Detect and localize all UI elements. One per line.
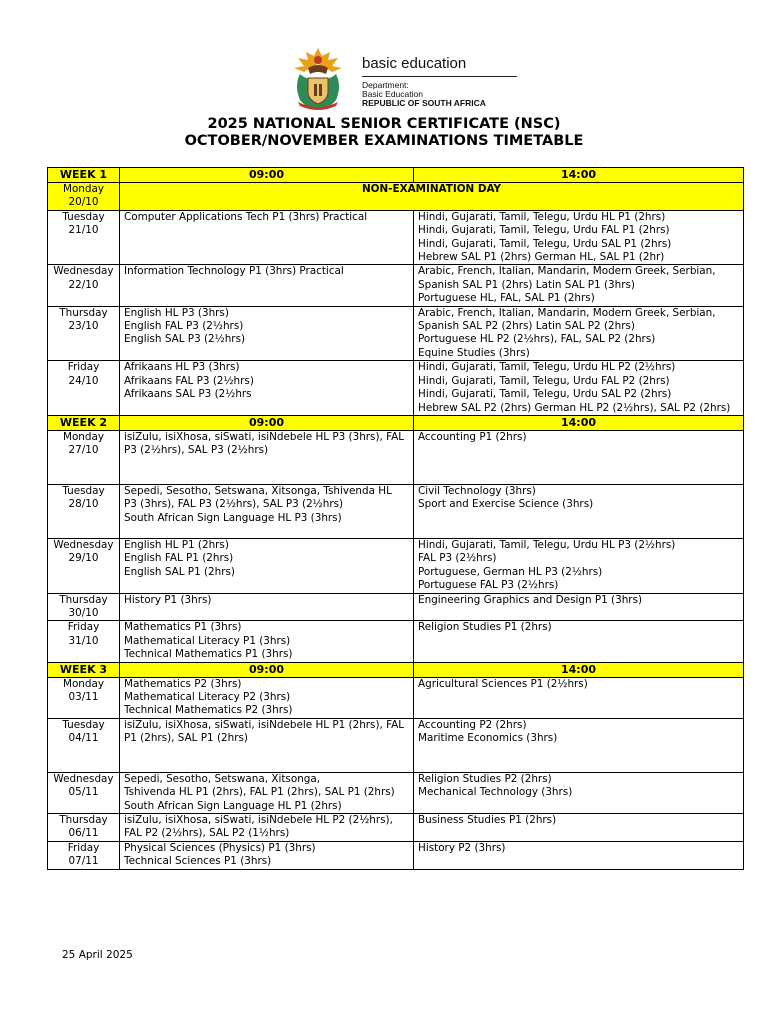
morning-exams [120, 677, 414, 718]
exam-line: Religion Studies P2 (2hrs) [418, 772, 552, 785]
exam-line: Technical Sciences P1 (3hrs) [124, 855, 272, 868]
exam-line: P3 (3hrs), FAL P3 (2½hrs), SAL P3 (2½hrs) [124, 498, 344, 511]
morning-exams [120, 361, 414, 416]
day-line: 22/10 [68, 278, 99, 291]
afternoon-exams [414, 718, 744, 772]
exam-line: Mathematics P1 (3hrs) [124, 621, 242, 634]
day-line: 07/11 [68, 855, 99, 868]
day-line: Friday [67, 841, 100, 854]
morning-exams [120, 306, 414, 361]
exam-line: Civil Technology (3hrs) [418, 484, 536, 497]
exam-line: Hindi, Gujarati, Tamil, Telegu, Urdu HL P1 (2hrs) [418, 210, 666, 223]
page-title: 2025 NATIONAL SENIOR CERTIFICATE (NSC) [207, 116, 561, 132]
day-cell [48, 593, 120, 621]
exam-line: Hebrew SAL P1 (2hrs) German HL, SAL P1 (2hr) [418, 251, 665, 264]
day-cell [48, 621, 120, 662]
exam-line: Mechanical Technology (3hrs) [418, 786, 573, 799]
afternoon-exams [414, 265, 744, 306]
day-cell [48, 538, 120, 593]
week-label: WEEK 3 [48, 662, 120, 677]
afternoon-exams [414, 361, 744, 416]
exam-line: Afrikaans FAL P3 (2½hrs) [124, 374, 254, 387]
day-line: Thursday [59, 814, 108, 826]
week-label: WEEK 1 [48, 168, 120, 183]
day-cell [48, 814, 120, 842]
table-row [48, 677, 744, 718]
afternoon-exams [414, 841, 744, 869]
session-am-header: 09:00 [120, 662, 414, 677]
afternoon-exams [414, 210, 744, 265]
exam-line: P1 (2hrs), SAL P1 (2hrs) [124, 732, 248, 745]
exam-line: Equine Studies (3hrs) [418, 346, 530, 359]
exam-line: isiZulu, isiXhosa, siSwati, isiNdebele HL P2 (2½hrs), [124, 814, 393, 826]
exam-line: Business Studies P1 (2hrs) [418, 814, 557, 826]
morning-exams [120, 814, 414, 842]
exam-line: Technical Mathematics P1 (3hrs) [124, 648, 293, 661]
exam-line: South African Sign Language HL P3 (3hrs) [124, 511, 342, 524]
day-line: 05/11 [68, 786, 99, 799]
exam-line: Mathematical Literacy P1 (3hrs) [124, 634, 291, 647]
exam-line: Mathematical Literacy P2 (3hrs) [124, 690, 291, 703]
logo-republic: REPUBLIC OF SOUTH AFRICA [362, 98, 486, 108]
day-cell [48, 183, 120, 211]
exam-line: South African Sign Language HL P1 (2hrs) [124, 799, 342, 812]
exam-line: Hindi, Gujarati, Tamil, Telegu, Urdu HL P3 (2½hrs) [418, 538, 676, 551]
morning-exams [120, 538, 414, 593]
day-line: 23/10 [68, 320, 99, 333]
week-header-row [48, 168, 744, 183]
table-row [48, 484, 744, 538]
week-label: WEEK 2 [48, 415, 120, 430]
day-line: Monday [62, 677, 105, 690]
exam-line: Arabic, French, Italian, Mandarin, Modern Greek, Serbian, [418, 265, 716, 278]
table-row [48, 538, 744, 593]
afternoon-exams [414, 772, 744, 813]
table-row [48, 265, 744, 306]
exam-line: Hindi, Gujarati, Tamil, Telegu, Urdu FAL P1 (2hrs) [418, 224, 670, 237]
exam-line: Hindi, Gujarati, Tamil, Telegu, Urdu FAL P2 (2hrs) [418, 374, 670, 387]
exam-line: Afrikaans SAL P3 (2½hrs [124, 388, 252, 401]
exam-line: isiZulu, isiXhosa, siSwati, isiNdebele HL P3 (3hrs), FAL [124, 430, 405, 443]
exam-line: Information Technology P1 (3hrs) Practical [124, 265, 344, 278]
day-line: 31/10 [68, 634, 99, 647]
exam-line: Spanish SAL P2 (2hrs) Latin SAL P2 (2hrs) [418, 320, 635, 333]
day-line: Thursday [59, 593, 108, 606]
morning-exams [120, 772, 414, 813]
exam-line: Mathematics P2 (3hrs) [124, 677, 242, 690]
day-line: Tuesday [62, 484, 105, 497]
day-line: 21/10 [68, 224, 99, 237]
exam-line: Religion Studies P1 (2hrs) [418, 621, 552, 634]
exam-line: Afrikaans HL P3 (3hrs) [124, 361, 240, 374]
afternoon-exams [414, 306, 744, 361]
exam-line: English FAL P3 (2½hrs) [124, 320, 244, 333]
exam-line: Portuguese HL, FAL, SAL P1 (2hrs) [418, 292, 595, 305]
footer-date: 25 April 2025 [62, 949, 133, 961]
day-line: 20/10 [68, 196, 99, 209]
session-am-header: 09:00 [120, 415, 414, 430]
coat-of-arms-icon [286, 46, 350, 112]
table-row [48, 183, 744, 211]
day-cell [48, 361, 120, 416]
session-am-header: 09:00 [120, 168, 414, 183]
day-line: Wednesday [53, 772, 114, 785]
exam-line: Accounting P2 (2hrs) [418, 718, 527, 731]
logo-title: basic education [362, 55, 467, 72]
exam-line: Portuguese HL P2 (2½hrs), FAL, SAL P2 (2hrs) [418, 333, 656, 346]
table-row [48, 306, 744, 361]
table-row [48, 772, 744, 813]
day-line: Monday [62, 183, 105, 195]
morning-exams [120, 484, 414, 538]
afternoon-exams [414, 814, 744, 842]
day-line: Tuesday [62, 210, 105, 223]
day-cell [48, 772, 120, 813]
exam-line: Portuguese, German HL P3 (2½hrs) [418, 565, 603, 578]
morning-exams [120, 593, 414, 621]
session-pm-header: 14:00 [414, 168, 744, 183]
exam-line: Sepedi, Sesotho, Setswana, Xitsonga, Tshivenda HL [124, 484, 392, 497]
exam-line: Physical Sciences (Physics) P1 (3hrs) [124, 841, 316, 854]
exam-line: Computer Applications Tech P1 (3hrs) Practical [124, 210, 368, 223]
morning-exams [120, 718, 414, 772]
exam-line: Hindi, Gujarati, Tamil, Telegu, Urdu SAL P1 (2hrs) [418, 237, 672, 250]
morning-exams [120, 841, 414, 869]
exam-line: Sport and Exercise Science (3hrs) [418, 498, 594, 511]
table-row [48, 430, 744, 484]
day-line: Tuesday [62, 718, 105, 731]
afternoon-exams [414, 538, 744, 593]
afternoon-exams [414, 621, 744, 662]
day-cell [48, 484, 120, 538]
afternoon-exams [414, 593, 744, 621]
logo-department: Department: [362, 80, 409, 90]
day-cell [48, 306, 120, 361]
day-line: Monday [62, 430, 105, 443]
exam-line: Agricultural Sciences P1 (2½hrs) [418, 677, 588, 690]
afternoon-exams [414, 484, 744, 538]
week-header-row [48, 662, 744, 677]
day-cell [48, 265, 120, 306]
exam-line: FAL P2 (2½hrs), SAL P2 (1½hrs) [124, 827, 290, 840]
exam-line: Sepedi, Sesotho, Setswana, Xitsonga, [124, 772, 321, 785]
day-line: 28/10 [68, 498, 99, 511]
exam-line: English HL P3 (3hrs) [124, 306, 229, 319]
day-cell [48, 677, 120, 718]
table-row [48, 621, 744, 662]
day-line: 06/11 [68, 827, 99, 840]
day-line: Friday [67, 621, 100, 634]
table-row [48, 361, 744, 416]
exam-line: English SAL P3 (2½hrs) [124, 333, 246, 346]
session-pm-header: 14:00 [414, 662, 744, 677]
exam-line: Tshivenda HL P1 (2hrs), FAL P1 (2hrs), SAL P1 (2hrs) [124, 786, 395, 799]
exam-line: English SAL P1 (2hrs) [124, 565, 235, 578]
exam-line: FAL P3 (2½hrs) [418, 552, 497, 565]
day-line: Thursday [59, 306, 108, 319]
table-row [48, 814, 744, 842]
exam-line: Hebrew SAL P2 (2hrs) German HL P2 (2½hrs), SAL P2 (2hrs) [418, 401, 731, 414]
afternoon-exams [414, 430, 744, 484]
exam-line: Arabic, French, Italian, Mandarin, Modern Greek, Serbian, [418, 306, 716, 319]
exam-line: isiZulu, isiXhosa, siSwati, isiNdebele HL P1 (2hrs), FAL [124, 718, 405, 731]
day-line: 04/11 [68, 732, 99, 745]
logo-divider [362, 76, 517, 77]
week-header-row [48, 415, 744, 430]
exam-line: Maritime Economics (3hrs) [418, 732, 558, 745]
exam-line: English FAL P1 (2hrs) [124, 552, 234, 565]
exam-line: P3 (2½hrs), SAL P3 (2½hrs) [124, 444, 269, 457]
day-line: Wednesday [53, 538, 114, 551]
dbe-logo [286, 46, 526, 112]
non-examination-day: NON-EXAMINATION DAY [120, 183, 744, 211]
day-line: Friday [67, 361, 100, 374]
day-cell [48, 718, 120, 772]
exam-line: Engineering Graphics and Design P1 (3hrs) [418, 593, 643, 606]
morning-exams [120, 210, 414, 265]
table-row [48, 593, 744, 621]
exam-line: Portuguese FAL P3 (2½hrs) [418, 579, 559, 592]
day-line: 03/11 [68, 690, 99, 703]
exam-line: History P1 (3hrs) [124, 593, 212, 606]
table-row [48, 210, 744, 265]
exam-line: Accounting P1 (2hrs) [418, 430, 527, 443]
exam-line: Hindi, Gujarati, Tamil, Telegu, Urdu SAL P2 (2hrs) [418, 388, 672, 401]
timetable [47, 167, 744, 870]
session-pm-header: 14:00 [414, 415, 744, 430]
day-line: 27/10 [68, 444, 99, 457]
table-row [48, 841, 744, 869]
day-cell [48, 430, 120, 484]
day-cell [48, 841, 120, 869]
morning-exams [120, 430, 414, 484]
exam-line: History P2 (3hrs) [418, 841, 506, 854]
exam-line: English HL P1 (2hrs) [124, 538, 229, 551]
exam-line: Technical Mathematics P2 (3hrs) [124, 704, 293, 717]
morning-exams [120, 265, 414, 306]
table-row [48, 718, 744, 772]
exam-line: Hindi, Gujarati, Tamil, Telegu, Urdu HL P2 (2½hrs) [418, 361, 676, 374]
day-cell [48, 210, 120, 265]
page-subtitle: OCTOBER/NOVEMBER EXAMINATIONS TIMETABLE [184, 133, 584, 149]
logo-basic-education: Basic Education [362, 89, 423, 99]
day-line: Wednesday [53, 265, 114, 278]
exam-line: Spanish SAL P1 (2hrs) Latin SAL P1 (3hrs) [418, 278, 635, 291]
day-line: 29/10 [68, 552, 99, 565]
timetable-body [48, 168, 744, 870]
day-line: 24/10 [68, 374, 99, 387]
day-line: 30/10 [68, 606, 99, 619]
afternoon-exams [414, 677, 744, 718]
morning-exams [120, 621, 414, 662]
